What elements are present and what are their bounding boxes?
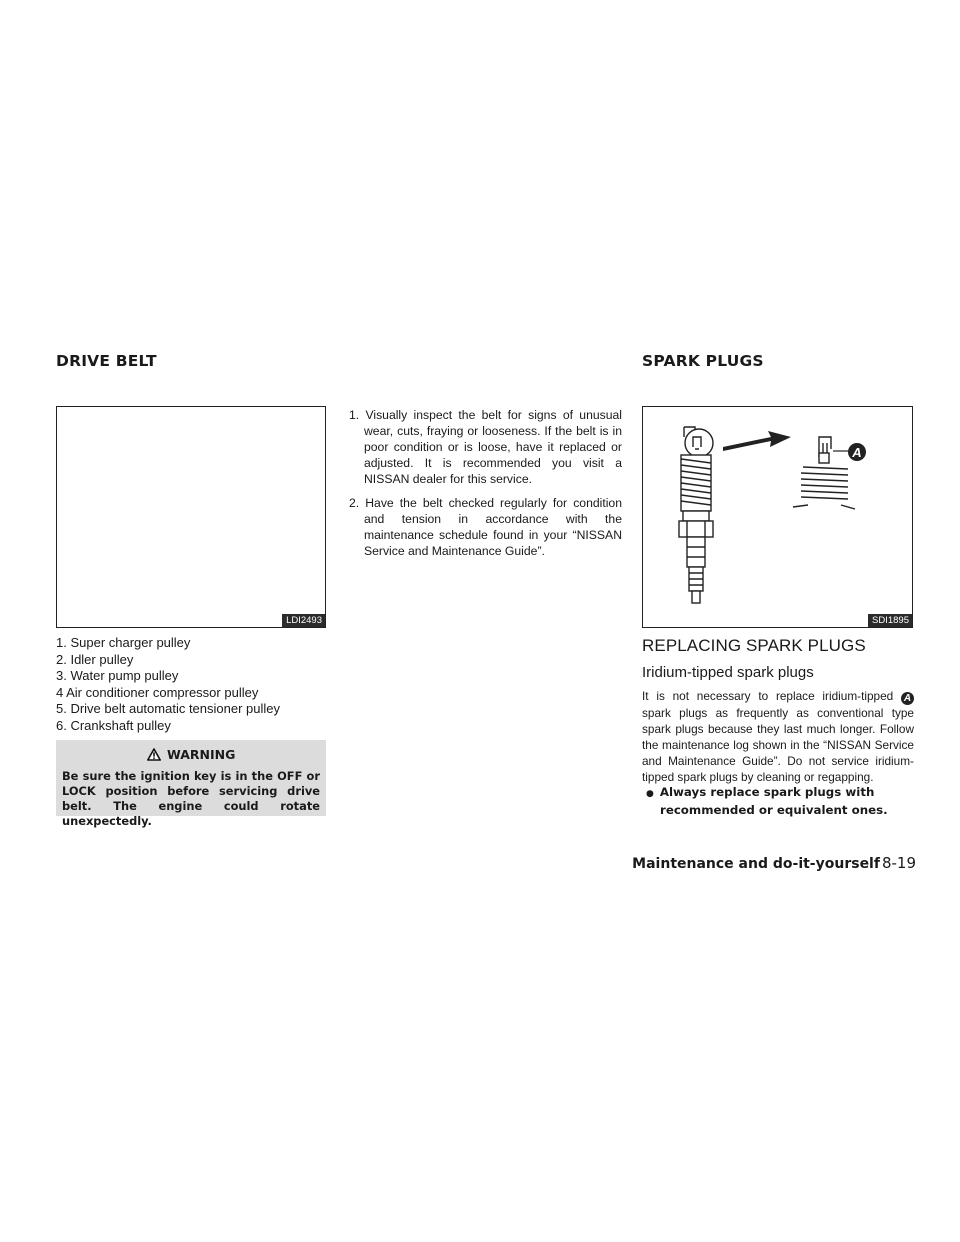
page-footer bbox=[632, 854, 916, 872]
callout-a-label: A bbox=[852, 445, 862, 460]
list-item: 3. Water pump pulley bbox=[56, 668, 179, 683]
section-title-drive-belt: DRIVE BELT bbox=[56, 352, 157, 370]
replacing-heading: REPLACING SPARK PLUGS bbox=[642, 636, 866, 655]
paragraph-text: spark plugs as frequently as conventional type spark plugs because they last much longer. Follow the maintenance log shown in the “NISSAN Service and Maintenance Guide”. Do not service iridium-tipped spark plugs by cleaning or regapping. bbox=[642, 706, 914, 784]
iridium-paragraph bbox=[642, 688, 914, 785]
warning-box bbox=[56, 740, 326, 828]
figure-code-drive-belt: LDI2493 bbox=[282, 614, 325, 627]
warning-header bbox=[56, 740, 326, 769]
warning-triangle-icon bbox=[147, 748, 161, 761]
list-item: 2. Have the belt checked regularly for condition and tension in accordance with the maintenance schedule found in your “NISSAN Service and Maintenance Guide”. bbox=[349, 496, 622, 558]
page-number: 8-19 bbox=[881, 854, 916, 872]
section-title-spark-plugs: SPARK PLUGS bbox=[642, 352, 764, 370]
spark-plug-illustration bbox=[643, 407, 912, 627]
warning-text: Be sure the ignition key is in the OFF or LOCK position before servicing drive belt. The engine could rotate unexpectedly. bbox=[62, 769, 320, 828]
pulley-list bbox=[56, 635, 336, 734]
bullet-item bbox=[642, 784, 932, 818]
list-item: 1. Super charger pulley bbox=[56, 635, 191, 650]
circled-a-icon: A bbox=[901, 692, 914, 705]
list-item: 1. Visually inspect the belt for signs of unusual wear, cuts, fraying or looseness. If the belt is in poor condition or is loose, have it replaced or adjusted. It is recommended you visit a NISSAN dealer for this service. bbox=[349, 408, 622, 486]
list-item: 5. Drive belt automatic tensioner pulley bbox=[56, 701, 281, 716]
drive-belt-figure bbox=[56, 406, 326, 628]
belt-steps-list bbox=[349, 407, 622, 567]
figure-code-spark-plug: SDI1895 bbox=[868, 614, 912, 627]
bullet-text: Always replace spark plugs with recommended or equivalent ones. bbox=[659, 785, 888, 817]
warning-title: WARNING bbox=[167, 747, 236, 762]
list-item: 2. Idler pulley bbox=[56, 651, 134, 667]
spark-plug-figure bbox=[642, 406, 913, 628]
chapter-title: Maintenance and do-it-yourself bbox=[632, 856, 880, 872]
list-item: 4 Air conditioner compressor pulley bbox=[56, 684, 259, 700]
list-item: 6. Crankshaft pulley bbox=[56, 717, 171, 733]
paragraph-text: It is not necessary to replace iridium-tipped bbox=[642, 689, 901, 703]
bullet-icon: ● bbox=[646, 789, 654, 799]
iridium-subheading: Iridium-tipped spark plugs bbox=[642, 664, 814, 681]
